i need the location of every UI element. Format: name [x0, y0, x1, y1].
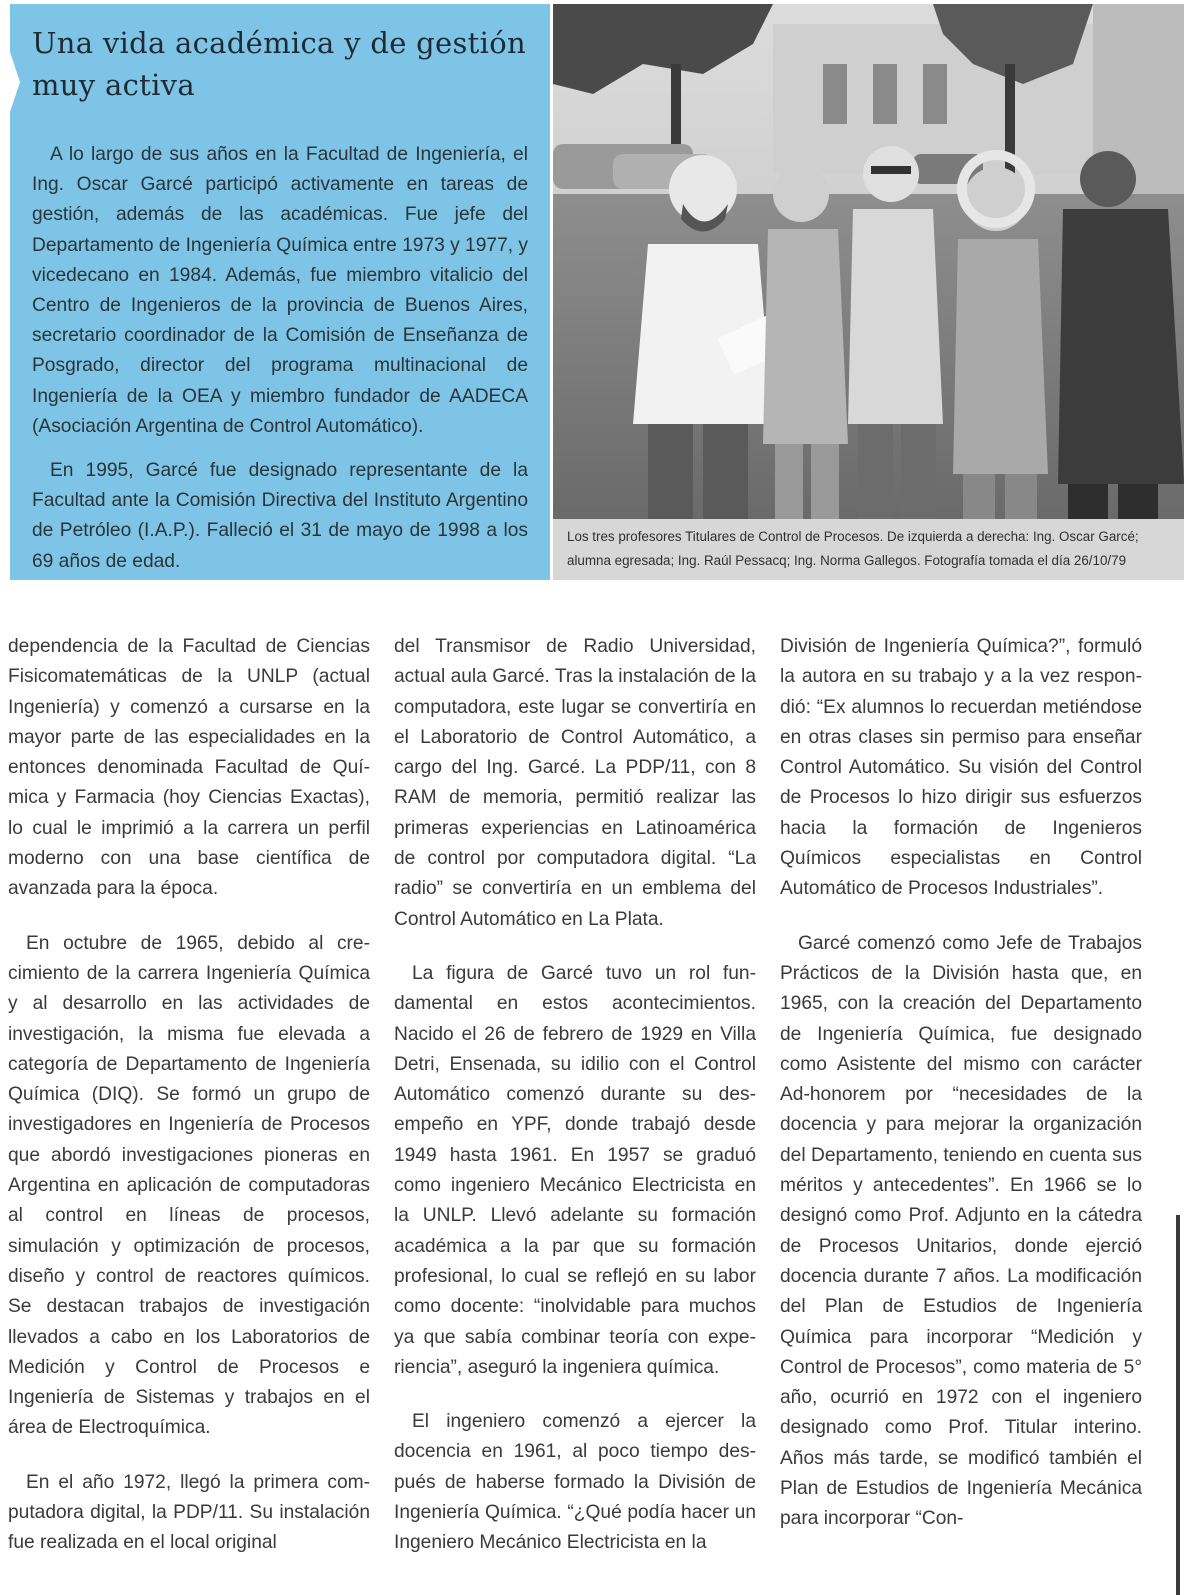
column-3 — [780, 632, 1142, 1559]
column-1 — [8, 632, 370, 1583]
column-3-paragraph: División de Ingeniería Química?”, formuló la autora en su trabajo y a la vez respondió: “Ex alumnos lo recuerdan metiéndose en otras clases sin permiso para enseñar Control Automático. Su visión del Control de Procesos lo hizo dirigir sus esfuerzos hacia la formación de Ingenieros Químicos especialistas en Control Automático de Procesos Industriales”. — [780, 636, 1142, 900]
sidebar-box — [10, 4, 550, 580]
column-1-paragraph: En octubre de 1965, debido al crecimiento de la carrera Ingeniería Química y al desarrollo en las actividades de investigación, la misma fue elevada a categoría de Departamento de Ingeniería Química (DIQ). Se formó un grupo de investigadores en Ingeniería de Procesos que abordó investigaciones pioneras en Argentina en aplicación de computadoras al control en líneas de procesos, simulación y optimización de procesos, diseño y control de reactores químicos. Se destacan trabajos de investigación llevados a cabo en los Laboratorios de Medición y Control de Procesos e Ingeniería de Sistemas y trabajos en el área de Electroquímica. — [8, 932, 370, 1439]
photo-illustration — [553, 4, 1184, 519]
caption-line-2: alumna egresada; Ing. Raúl Pessacq; Ing. Norma Gallegos. Fotografía tomada el día 26/10/79 — [567, 553, 1127, 568]
photo-caption — [553, 519, 1184, 580]
column-2-paragraph: del Transmisor de Radio Universidad, actual aula Garcé. Tras la instalación de la computadora, este lugar se convertiría en el Laboratorio de Control Automático, a cargo del Ing. Garcé. La PDP/11, con 8 RAM de memoria, permitió realizar las primeras experiencias en Latinoamérica de control por computadora digital. “La radio” se convertiría en un emblema del Control Automático en La Plata. — [394, 636, 756, 930]
article-body — [0, 632, 1184, 1572]
caption-line-1: Los tres profesores Titulares de Control de Procesos. De izquierda a derecha: Ing. Oscar Garcé; — [567, 529, 1139, 544]
sidebar-paragraph-1: A lo largo de sus años en la Facultad de Ingeniería, el Ing. Oscar Garcé participó activamente en tareas de gestión, además de las académicas. Fue jefe del Departamento de Ingeniería Química entre 1973 y 1977, y vicedecano en 1984. Además, fue miembro vitalicio del Centro de Ingenieros de la provincia de Buenos Aires, secretario coordinador de la Comisión de Enseñanza de Posgrado, director del programa multinacional de Ingeniería de la OEA y miembro fundador de AADECA (Asociación Argentina de Control Automático). — [32, 144, 528, 437]
column-2-paragraph: El ingeniero comenzó a ejercer la docencia en 1961, al poco tiempo después de haberse formado la División de Ingeniería Química. “¿Qué podía hacer un Ingeniero Mecánico Electricista en la — [394, 1411, 756, 1554]
column-1-paragraph: dependencia de la Facultad de Ciencias Fisicomatemáticas de la UNLP (actual Ingeniería) y comenzó a cursarse en la mayor parte de las especialidades en la entonces denominada Facultad de Química y Farmacia (hoy Ciencias Exactas), lo cual le imprimió a la carrera un perfil moderno con una base científica de avanzada para la época. — [8, 636, 370, 900]
column-2-paragraph: La figura de Garcé tuvo un rol fundamental en estos acontecimientos. Nacido el 26 de febrero de 1929 en Villa Detri, Ensenada, su idilio con el Control Automático comenzó durante su desempeño en YPF, donde trabajó desde 1949 hasta 1961. En 1957 se graduó como ingeniero Mecánico Electricista en la UNLP. Llevó adelante su formación académica a la par que su formación profesional, lo cual se reflejó en su labor como docente: “inolvidable para muchos ya que sabía combinar teoría con experiencia”, aseguró la ingeniera química. — [394, 962, 756, 1378]
column-3-paragraph: Garcé comenzó como Jefe de Trabajos Prácticos de la División hasta que, en 1965, con la creación del Departamento de Ingeniería Química, fue designado como Asistente del mismo con carácter Ad-honorem por “necesidades de la docencia y para mejorar la organización del Departamento, teniendo en cuenta sus méritos y antecedentes”. En 1966 se lo designó como Prof. Adjunto en la cátedra de Procesos Unitarios, donde ejerció docencia durante 7 años. La modificación del Plan de Estudios de Ingeniería Química para incorporar “Medición y Control de Procesos”, como materia de 5° año, ocurrió en 1972 con el ingeniero designado como Prof. Titular interino. Años más tarde, se modificó también el Plan de Estudios de Ingeniería Mecánica para incorporar “Con- — [780, 932, 1142, 1530]
scrollbar-thumb[interactable] — [1176, 1215, 1180, 1595]
sidebar-notch — [10, 52, 20, 112]
sidebar-paragraph-2: En 1995, Garcé fue designado representante de la Facultad ante la Comisión Directiva del Instituto Argentino de Petróleo (I.A.P.). Falleció el 31 de mayo de 1998 a los 69 años de edad. — [32, 460, 528, 572]
column-2 — [394, 632, 756, 1583]
sidebar-title: Una vida académica y de gestión muy activa — [32, 26, 526, 102]
column-1-paragraph: En el año 1972, llegó la primera computadora digital, la PDP/11. Su instalación fue realizada en el local original — [8, 1471, 370, 1554]
group-photo — [553, 4, 1184, 580]
